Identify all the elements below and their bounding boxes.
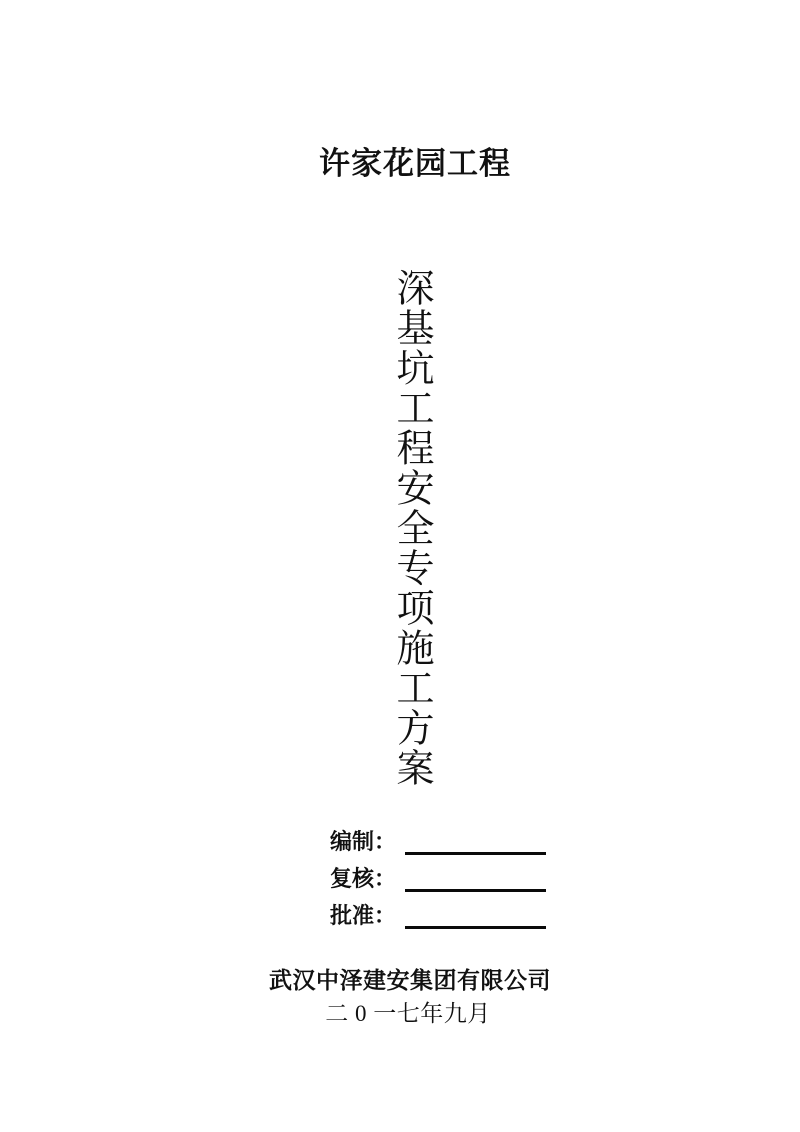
document-title-vertical: 深基坑工程安全专项施工方案 (390, 268, 432, 788)
compiler-signature-line (405, 852, 546, 855)
approver-signature-line (405, 926, 546, 929)
document-date: 二 0 一七年九月 (325, 1001, 491, 1026)
signoff-row-reviewer (330, 853, 546, 890)
reviewer-signature-line (405, 889, 546, 892)
project-title: 许家花园工程 (319, 146, 511, 181)
approver-label: 批准： (330, 903, 397, 928)
reviewer-label: 复核： (330, 866, 397, 891)
company-name: 武汉中泽建安集团有限公司 (269, 968, 551, 993)
compiler-label: 编制： (330, 829, 397, 854)
signoff-row-approver (330, 890, 546, 927)
signoff-block (330, 816, 546, 927)
signoff-row-compiler (330, 816, 546, 853)
